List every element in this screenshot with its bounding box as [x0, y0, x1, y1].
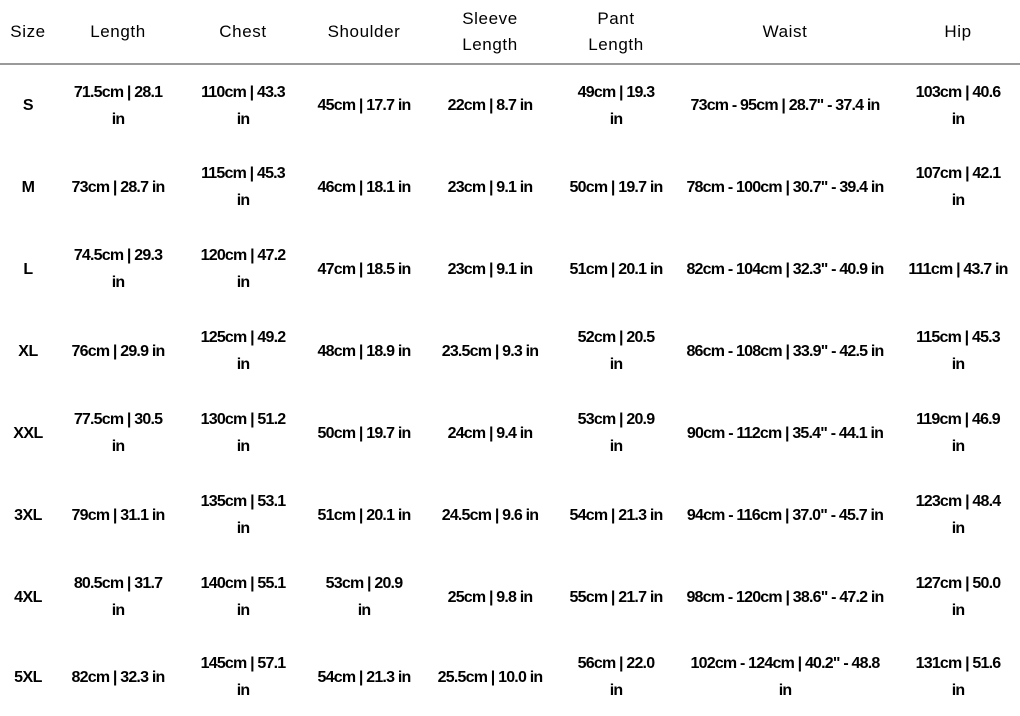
pant-length-cell: 55cm | 21.7 in [569, 588, 663, 606]
chest-cell: 130cm | 51.2 in [200, 411, 286, 455]
sleeve-length-cell: 24cm | 9.4 in [447, 424, 533, 442]
sleeve-length-cell: 25.5cm | 10.0 in [437, 668, 543, 686]
pant-length-cell: 52cm | 20.5 in [577, 329, 655, 373]
size-cell: M [21, 178, 35, 196]
pant-length-cell: 53cm | 20.9 in [577, 411, 655, 455]
size-cell: 4XL [14, 588, 42, 606]
column-header-hip: Hip [896, 0, 1020, 64]
hip-cell: 119cm | 46.9 in [916, 411, 1000, 455]
shoulder-cell: 50cm | 19.7 in [317, 424, 411, 442]
sleeve-length-cell: 23cm | 9.1 in [447, 178, 533, 196]
column-header-length: Length [56, 0, 180, 64]
shoulder-cell: 48cm | 18.9 in [317, 342, 411, 360]
waist-cell: 98cm - 120cm | 38.6" - 47.2 in [686, 588, 884, 606]
table-row [0, 392, 1020, 474]
table-body [0, 64, 1020, 716]
sleeve-length-cell: 22cm | 8.7 in [447, 97, 533, 114]
length-cell: 73cm | 28.7 in [71, 178, 165, 196]
table-row [0, 228, 1020, 310]
size-cell: XXL [13, 424, 43, 442]
sleeve-length-cell: 23.5cm | 9.3 in [441, 342, 539, 360]
pant-length-cell: 56cm | 22.0 in [577, 655, 655, 699]
chest-cell: 125cm | 49.2 in [200, 329, 286, 373]
column-header-waist: Waist [674, 0, 896, 64]
pant-length-cell: 50cm | 19.7 in [569, 178, 663, 196]
table-row [0, 310, 1020, 392]
table-row [0, 64, 1020, 146]
column-header-chest: Chest [180, 0, 306, 64]
hip-cell: 127cm | 50.0 in [915, 575, 1001, 619]
waist-cell: 86cm - 108cm | 33.9" - 42.5 in [686, 342, 884, 360]
sleeve-length-cell: 24.5cm | 9.6 in [441, 506, 539, 524]
size-cell: 5XL [14, 668, 42, 686]
shoulder-cell: 53cm | 20.9 in [325, 575, 403, 619]
shoulder-cell: 47cm | 18.5 in [317, 260, 411, 278]
table-header [0, 0, 1020, 64]
shoulder-cell: 54cm | 21.3 in [317, 668, 411, 686]
chest-cell: 145cm | 57.1 in [200, 655, 286, 699]
length-cell: 71.5cm | 28.1 in [73, 83, 163, 128]
column-header-pant-length: Pant Length [558, 0, 674, 64]
waist-cell: 78cm - 100cm | 30.7" - 39.4 in [686, 178, 884, 196]
size-cell: XL [18, 342, 38, 360]
table-row [0, 638, 1020, 716]
waist-cell: 90cm - 112cm | 35.4" - 44.1 in [686, 424, 884, 442]
column-header-sleeve-length: Sleeve Length [422, 0, 558, 64]
waist-cell: 73cm - 95cm | 28.7" - 37.4 in [690, 97, 880, 114]
pant-length-cell: 51cm | 20.1 in [569, 260, 663, 278]
length-cell: 76cm | 29.9 in [71, 342, 165, 360]
hip-cell: 131cm | 51.6 in [915, 655, 1001, 699]
chest-cell: 135cm | 53.1 in [200, 493, 286, 537]
length-cell: 79cm | 31.1 in [71, 506, 165, 524]
table-row [0, 474, 1020, 556]
length-cell: 82cm | 32.3 in [71, 668, 165, 686]
table-row [0, 146, 1020, 228]
table-row [0, 556, 1020, 638]
hip-cell: 107cm | 42.1 in [915, 165, 1001, 209]
size-cell: 3XL [14, 506, 42, 524]
column-header-shoulder: Shoulder [306, 0, 422, 64]
chest-cell: 115cm | 45.3 in [201, 165, 285, 209]
shoulder-cell: 46cm | 18.1 in [317, 178, 411, 196]
sleeve-length-cell: 23cm | 9.1 in [447, 260, 533, 278]
waist-cell: 102cm - 124cm | 40.2" - 48.8 in [690, 655, 880, 699]
chest-cell: 140cm | 55.1 in [200, 575, 286, 619]
waist-cell: 82cm - 104cm | 32.3" - 40.9 in [686, 260, 884, 278]
hip-cell: 123cm | 48.4 in [915, 493, 1001, 537]
shoulder-cell: 45cm | 17.7 in [317, 97, 411, 114]
hip-cell: 103cm | 40.6 in [915, 83, 1001, 128]
pant-length-cell: 54cm | 21.3 in [569, 506, 663, 524]
column-header-size: Size [0, 0, 56, 64]
size-cell: S [22, 97, 34, 114]
shoulder-cell: 51cm | 20.1 in [317, 506, 411, 524]
chest-cell: 120cm | 47.2 in [200, 247, 286, 291]
length-cell: 74.5cm | 29.3 in [73, 247, 163, 291]
hip-cell: 111cm | 43.7 in [908, 260, 1008, 278]
pant-length-cell: 49cm | 19.3 in [577, 83, 655, 128]
header-row [0, 0, 1020, 64]
length-cell: 77.5cm | 30.5 in [73, 411, 163, 455]
size-cell: L [23, 260, 33, 278]
length-cell: 80.5cm | 31.7 in [73, 575, 163, 619]
chest-cell: 110cm | 43.3 in [201, 83, 285, 128]
sleeve-length-cell: 25cm | 9.8 in [447, 588, 533, 606]
waist-cell: 94cm - 116cm | 37.0" - 45.7 in [686, 506, 884, 524]
hip-cell: 115cm | 45.3 in [916, 329, 1000, 373]
